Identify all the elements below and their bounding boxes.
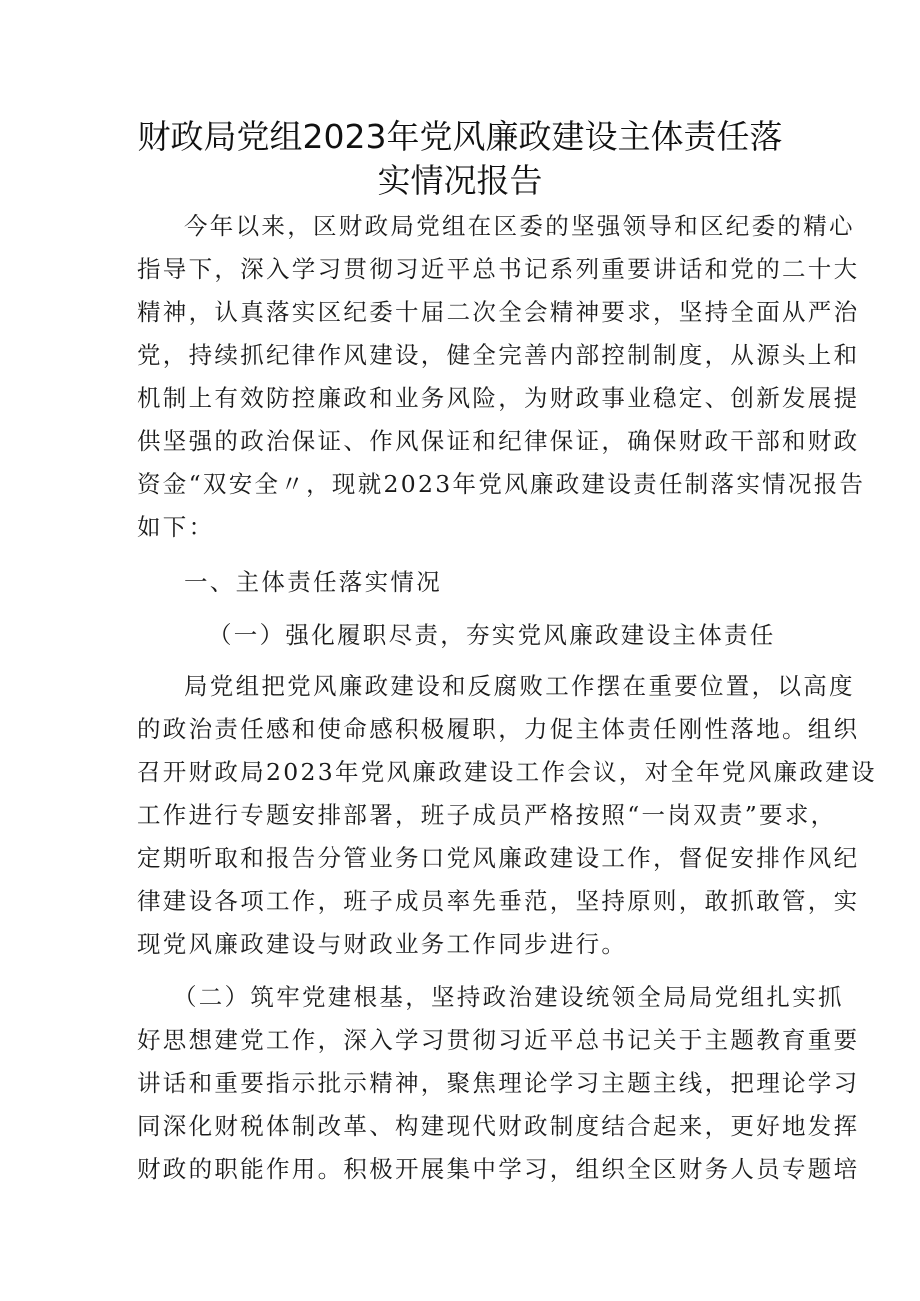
paragraph-line: 如下：: [137, 513, 215, 541]
paragraph-line: 召开财政局2023年党风廉政建设工作会议，对全年党风廉政建设: [137, 758, 877, 786]
paragraph-line: 律建设各项工作，班子成员率先垂范，坚持原则，敢抓敢管，实: [137, 887, 860, 915]
document-title-line-1: 财政局党组2023年党风廉政建设主体责任落: [137, 117, 783, 156]
paragraph-line: 今年以来，区财政局党组在区委的坚强领导和区纪委的精心: [184, 212, 855, 240]
paragraph-line: 的政治责任感和使命感积极履职，力促主体责任刚性落地。组织: [137, 715, 860, 743]
document-title-line-2: 实情况报告: [377, 161, 543, 200]
subsection-heading: （一）强化履职尽责，夯实党风廉政建设主体责任: [208, 621, 776, 649]
paragraph-line: 资金“双安全〃，现就2023年党风廉政建设责任制落实情况报告: [137, 470, 866, 498]
paragraph-line: 局党组把党风廉政建设和反腐败工作摆在重要位置，以高度: [184, 672, 855, 700]
paragraph-line: 现党风廉政建设与财政业务工作同步进行。: [137, 930, 628, 958]
paragraph-line: 指导下，深入学习贯彻习近平总书记系列重要讲话和党的二十大: [137, 255, 860, 283]
intro-paragraph: [137, 205, 866, 549]
paragraph-line: 党，持续抓纪律作风建设，健全完善内部控制制度，从源头上和: [137, 341, 860, 369]
paragraph-line: 机制上有效防控廉政和业务风险，为财政事业稳定、创新发展提: [137, 384, 860, 412]
body-paragraph: [137, 976, 860, 1191]
paragraph-line: 工作进行专题安排部署，班子成员严格按照“一岗双责”要求，: [137, 801, 837, 829]
paragraph-line: 精神，认真落实区纪委十届二次全会精神要求，坚持全面从严治: [137, 298, 860, 326]
paragraph-line: （二）筑牢党建根基，坚持政治建设统领全局局党组扎实抓: [173, 983, 844, 1011]
paragraph-line: 好思想建党工作，深入学习贯彻习近平总书记关于主题教育重要: [137, 1026, 860, 1054]
paragraph-line: 同深化财税体制改革、构建现代财政制度结合起来，更好地发挥: [137, 1112, 860, 1140]
paragraph-line: 定期听取和报告分管业务口党风廉政建设工作，督促安排作风纪: [137, 844, 860, 872]
paragraph-line: 供坚强的政治保证、作风保证和纪律保证，确保财政干部和财政: [137, 427, 860, 455]
section-heading: 一、主体责任落实情况: [184, 568, 442, 596]
paragraph-line: 财政的职能作用。积极开展集中学习，组织全区财务人员专题培: [137, 1155, 860, 1183]
paragraph-line: 讲话和重要指示批示精神，聚焦理论学习主题主线，把理论学习: [137, 1069, 860, 1097]
body-paragraph: [137, 665, 877, 966]
